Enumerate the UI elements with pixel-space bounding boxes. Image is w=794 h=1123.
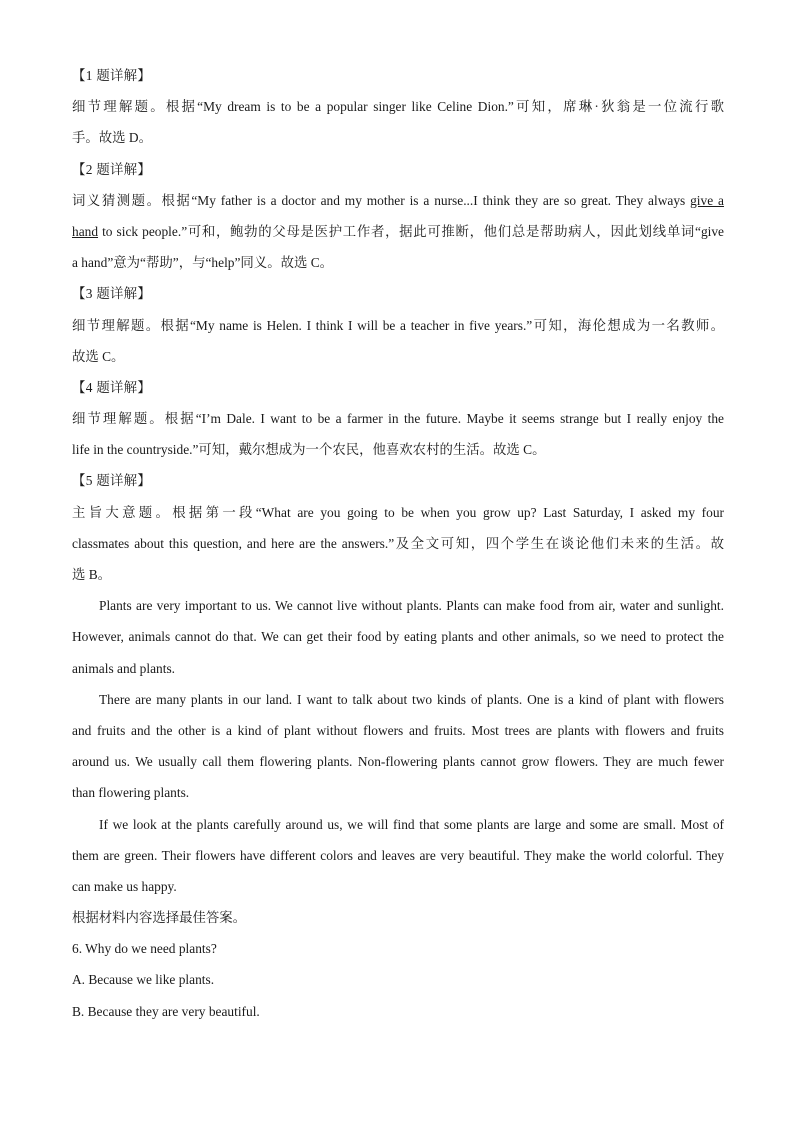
answer-4-line-2: life in the countryside.”可知，戴尔想成为一个农民，他喜欢农村的生活。故选 C。 [72, 442, 546, 458]
answer-5-line-2: classmates about this question, and here are the answers.”及全文可知，四个学生在谈论他们未来的生活。故 [72, 535, 724, 551]
passage-line: can make us happy. [72, 878, 177, 894]
answer-1-heading: 【1 题详解】 [72, 68, 152, 83]
answer-2-line-1 [72, 185, 724, 216]
answer-2-line-2-text: to sick people.”可和，鲍勃的父母是医护工作者，据此可推断，他们总是帮助病人，因此划线单词“give [98, 223, 724, 239]
instruction-text: 根据材料内容选择最佳答案。 [72, 910, 247, 926]
option-a: A. Because we like plants. [72, 972, 215, 988]
passage-line: If we look at the plants carefully around us, we will find that some plants are large and some are small. Most of [99, 816, 724, 832]
answer-5-heading: 【5 题详解】 [72, 473, 152, 489]
answer-2-line-3: a hand”意为“帮助”，与“help”同义。故选 C。 [72, 255, 334, 271]
passage-paragraph-1 [72, 590, 724, 684]
answer-1-line-2: 手。故选 D。 [72, 130, 152, 146]
passage-paragraph-3 [72, 809, 724, 903]
answer-3-heading: 【3 题详解】 [72, 286, 152, 302]
answer-3-line-1: 细节理解题。根据“My name is Helen. I think I will be a teacher in five years.”可知，海伦想成为一名教师。 [72, 317, 724, 333]
answer-5-line-3: 选 B。 [72, 567, 112, 582]
passage-line: around us. We usually call them flowering plants. Non-flowering plants cannot grow flowers. They are much fewer [72, 754, 724, 770]
answer-2-line-1-text: 词义猜测题。根据“My father is a doctor and my mother is a nurse...I think they are so great. They always [72, 192, 691, 208]
answer-2-heading: 【2 题详解】 [72, 161, 152, 177]
passage-line: than flowering plants. [72, 785, 190, 801]
passage-line: animals and plants. [72, 660, 176, 676]
document-page [72, 60, 724, 1027]
answer-5-line-1: 主旨大意题。根据第一段“What are you going to be when you grow up? Last Saturday, I asked my four [72, 504, 724, 520]
underlined-phrase-part-2: hand [72, 223, 99, 239]
answer-1-line-1: 细节理解题。根据“My dream is to be a popular singer like Celine Dion.”可知，席琳·狄翁是一位流行歌 [72, 99, 724, 115]
answer-4-heading: 【4 题详解】 [72, 379, 152, 395]
answer-2-line-2 [72, 216, 724, 247]
passage-line: them are green. Their flowers have different colors and leaves are very beautiful. They make the world colorful. They [72, 847, 724, 863]
passage-line: However, animals cannot do that. We can get their food by eating plants and other animals, so we need to protect the [72, 629, 724, 645]
passage-line: and fruits and the other is a kind of plant without flowers and fruits. Most trees are plants with flowers and fruits [72, 722, 724, 738]
answer-3-line-2: 故选 C。 [72, 348, 125, 364]
answer-4-line-1: 细节理解题。根据“I’m Dale. I want to be a farmer in the future. Maybe it seems strange but I really enjoy the [72, 411, 724, 427]
passage-line: There are many plants in our land. I want to talk about two kinds of plants. One is a kind of plant with flowers [99, 691, 724, 707]
option-b: B. Because they are very beautiful. [72, 1003, 260, 1019]
passage-paragraph-2 [72, 684, 724, 809]
question-6: 6. Why do we need plants? [72, 941, 217, 957]
underlined-phrase-part-1: give a [690, 192, 724, 208]
passage-line: Plants are very important to us. We cannot live without plants. Plants can make food from air, water and sunlight. [99, 598, 724, 614]
